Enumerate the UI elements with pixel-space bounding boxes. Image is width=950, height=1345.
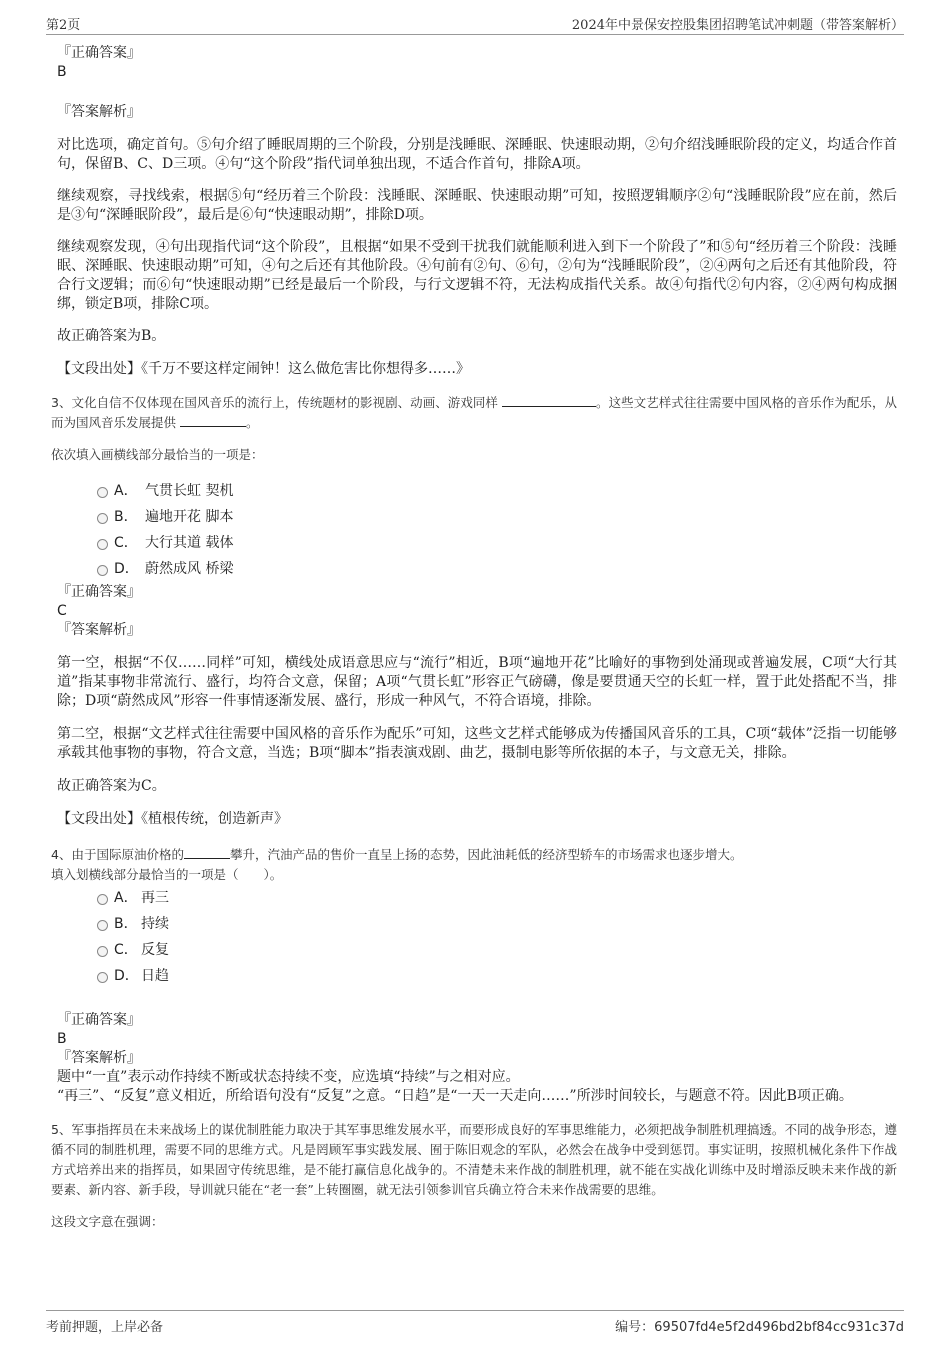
radio-icon[interactable] (97, 487, 108, 498)
analysis-label: 『答案解析』 (57, 622, 141, 638)
option-c[interactable]: C． 反复 (97, 937, 897, 963)
question-5-stem: 5、军事指挥员在未来战场上的谋优制胜能力取决于其军事思维发展水平，而要形成良好的军事思维能力，必须把战争制胜机理搞透。不同的战争形态，遵循不同的制胜机理，需要不同的思维方式。凡是罔顾军事实践发展、囿于陈旧观念的军队，必然会在战争中受到惩罚。事实证明，按照机械化条件下作战方式培养出来的指挥员，如果固守传统思维，是不能打赢信息化战争的。不清楚未来作战的制胜机理，就不能在实战化训练中及时增添反映未来作战的新要素、新内容、新手段，导训就只能在“老一套”上转圈圈，就无法引领参训官兵确立符合未来作战需要的思维。 (51, 1122, 898, 1197)
document-body (51, 44, 898, 1232)
option-b[interactable]: B． 遍地开花 脚本 (97, 504, 897, 530)
radio-icon[interactable] (97, 894, 108, 905)
analysis-label: 『答案解析』 (57, 1050, 141, 1066)
document-code: 编号：69507fd4e5f2d496bd2bf84cc931c37d (615, 1320, 904, 1335)
source-citation: 【文段出处】《千万不要这样定闹钟！这么做危害比你想得多……》 (57, 361, 470, 377)
answer-value: B (57, 1031, 67, 1047)
radio-icon[interactable] (97, 539, 108, 550)
radio-icon[interactable] (97, 920, 108, 931)
question-number: 5、 (51, 1122, 72, 1137)
question-4-stem: 4、由于国际原油价格的 攀升，汽油产品的售价一直呈上扬的态势，因此油耗低的经济型轿车的市场需求也逐步增大。 (51, 847, 743, 862)
option-a[interactable]: A． 再三 (97, 885, 897, 911)
radio-icon[interactable] (97, 972, 108, 983)
option-b[interactable]: B． 持续 (97, 911, 897, 937)
option-d[interactable]: D． 日趋 (97, 963, 897, 989)
question-3-prompt: 依次填入画横线部分最恰当的一项是： (51, 447, 264, 462)
analysis-conclusion: 故正确答案为C。 (57, 778, 166, 794)
analysis-paragraph: 继续观察，寻找线索，根据⑤句“经历着三个阶段：浅睡眠、深睡眠、快速眼动期”可知，按照逻辑顺序②句“浅睡眠阶段”应在前，然后是③句“深睡眠阶段”，最后是⑥句“快速眼动期”，排除D项。 (57, 188, 897, 223)
answer-value: B (57, 64, 67, 80)
radio-icon[interactable] (97, 946, 108, 957)
fill-blank (180, 414, 246, 427)
question-4-options (57, 885, 897, 989)
page-header (46, 14, 904, 35)
fill-blank (502, 394, 596, 407)
question-3-stem: 3、文化自信不仅体现在国风音乐的流行上，传统题材的影视剧、动画、游戏同样 。这些文艺样式往往需要中国风格的音乐作为配乐，从而为国风音乐发展提供 。 (51, 395, 897, 430)
analysis-paragraph: “再三”、“反复”意义相近，所给语句没有“反复”之意。“日趋”是“一天一天走向……”所涉时间较长，与题意不符。因此B项正确。 (57, 1088, 853, 1104)
page-number: 第2页 (46, 18, 81, 33)
answer-label: 『正确答案』 (57, 45, 141, 61)
answer-label: 『正确答案』 (57, 1012, 141, 1028)
option-c[interactable]: C． 大行其道 载体 (97, 530, 897, 556)
question-number: 4、 (51, 847, 72, 862)
source-citation: 【文段出处】《植根传统，创造新声》 (57, 811, 288, 827)
analysis-label: 『答案解析』 (57, 104, 141, 120)
analysis-paragraph: 第二空，根据“文艺样式往往需要中国风格的音乐作为配乐”可知，这些文艺样式能够成为传播国风音乐的工具，C项“载体”泛指一切能够承载其他事物的事物，符合文意，当选；B项“脚本”指表演戏剧、曲艺，摄制电影等所依据的本子，与文意无关，排除。 (57, 726, 897, 761)
question-5-prompt: 这段文字意在强调： (51, 1214, 164, 1229)
option-a[interactable]: A． 气贯长虹 契机 (97, 478, 897, 504)
question-number: 3、 (51, 395, 72, 410)
document-title: 2024年中景保安控股集团招聘笔试冲刺题（带答案解析） (571, 18, 904, 33)
question-4-prompt: 填入划横线部分最恰当的一项是（ ）。 (51, 867, 283, 882)
analysis-paragraph: 继续观察发现，④句出现指代词“这个阶段”，且根据“如果不受到干扰我们就能顺利进入到下一个阶段了”和⑤句“经历着三个阶段：浅睡眠、深睡眠、快速眼动期”可知，④句之后还有其他阶段。④句前有②句、⑥句，②句为“浅睡眠阶段”，②④两句之后还有其他阶段，符合行文逻辑；而⑥句“快速眼动期”已经是最后一个阶段，与行文逻辑不符，无法构成指代关系。故④句指代②句内容，②④两句构成捆绑，锁定B项，排除C项。 (57, 239, 897, 312)
analysis-paragraph: 第一空，根据“不仅……同样”可知，横线处成语意思应与“流行”相近，B项“遍地开花”比喻好的事物到处涌现或普遍发展，C项“大行其道”指某事物非常流行、盛行，均符合文意，保留；A项“气贯长虹”形容正气磅礴，像是要贯通天空的长虹一样，置于此处搭配不当，排除；D项“蔚然成风”形容一件事情逐渐发展、盛行，形成一种风气，不符合语境，排除。 (57, 655, 897, 709)
fill-blank (184, 846, 230, 859)
page-footer (46, 1310, 904, 1335)
option-d[interactable]: D． 蔚然成风 桥梁 (97, 556, 897, 582)
radio-icon[interactable] (97, 513, 108, 524)
answer-value: C (57, 603, 67, 619)
radio-icon[interactable] (97, 565, 108, 576)
analysis-paragraph: 题中“一直”表示动作持续不断或状态持续不变，应选填“持续”与之相对应。 (57, 1069, 520, 1085)
analysis-conclusion: 故正确答案为B。 (57, 328, 166, 344)
footer-slogan: 考前押题，上岸必备 (46, 1320, 164, 1335)
question-3-options (57, 478, 897, 582)
analysis-paragraph: 对比选项，确定首句。⑤句介绍了睡眠周期的三个阶段，分别是浅睡眠、深睡眠、快速眼动期，②句介绍浅睡眠阶段的定义，均适合作首句，保留B、C、D三项。④句“这个阶段”指代词单独出现，不适合作首句，排除A项。 (57, 137, 897, 172)
answer-label: 『正确答案』 (57, 584, 141, 600)
